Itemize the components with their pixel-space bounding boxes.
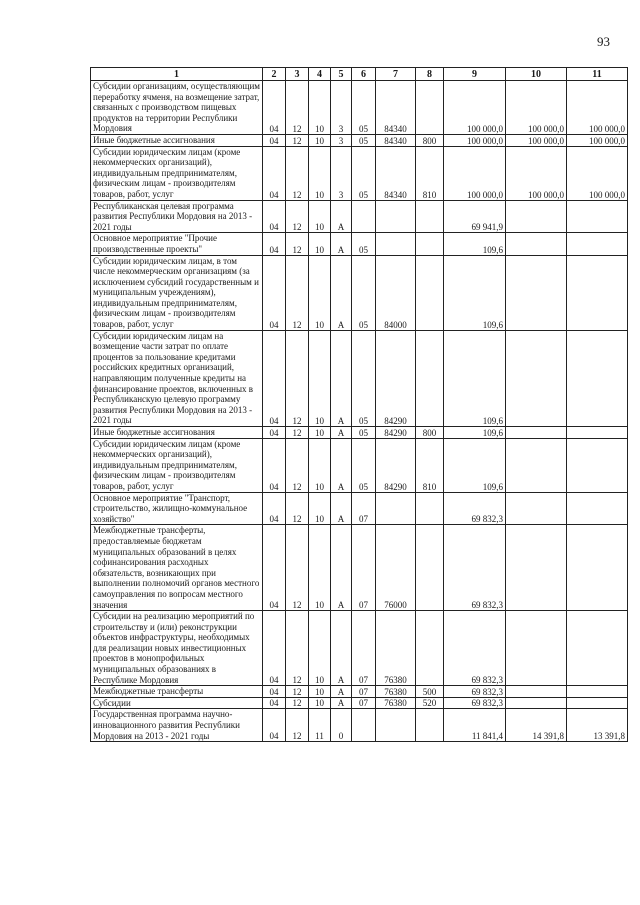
- cell-c7: 76380: [376, 697, 416, 709]
- cell-c2: 04: [263, 427, 286, 439]
- cell-c11: [567, 438, 628, 492]
- cell-c7: 84340: [376, 134, 416, 146]
- cell-c9: 109,6: [444, 233, 506, 255]
- cell-c10: [506, 233, 567, 255]
- cell-c3: 12: [286, 81, 309, 135]
- cell-c7: 76380: [376, 686, 416, 698]
- cell-c4: 10: [309, 134, 331, 146]
- row-name: Субсидии юридическим лицам (кроме некоммерческих организаций), индивидуальным предпринимателям, физическим лицам - производителям товаров, работ, услуг: [91, 438, 263, 492]
- cell-c8: [416, 255, 444, 330]
- cell-c9: 109,6: [444, 438, 506, 492]
- cell-c11: [567, 525, 628, 611]
- cell-c10: [506, 611, 567, 686]
- cell-c6: 05: [352, 427, 376, 439]
- cell-c5: А: [331, 686, 352, 698]
- row-name: Межбюджетные трансферты: [91, 686, 263, 698]
- cell-c11: [567, 492, 628, 525]
- table-row: [91, 81, 628, 135]
- table-row: [91, 427, 628, 439]
- cell-c9: 100 000,0: [444, 81, 506, 135]
- cell-c8: [416, 709, 444, 742]
- cell-c5: А: [331, 233, 352, 255]
- cell-c2: 04: [263, 233, 286, 255]
- column-header-2: 2: [263, 68, 286, 81]
- cell-c2: 04: [263, 611, 286, 686]
- cell-c6: [352, 200, 376, 233]
- cell-c5: А: [331, 200, 352, 233]
- cell-c9: 69 941,9: [444, 200, 506, 233]
- cell-c5: 3: [331, 81, 352, 135]
- cell-c11: 100 000,0: [567, 134, 628, 146]
- cell-c5: А: [331, 438, 352, 492]
- cell-c4: 10: [309, 686, 331, 698]
- cell-c4: 10: [309, 492, 331, 525]
- cell-c3: 12: [286, 709, 309, 742]
- cell-c5: А: [331, 255, 352, 330]
- cell-c11: [567, 255, 628, 330]
- cell-c6: [352, 709, 376, 742]
- cell-c10: 100 000,0: [506, 134, 567, 146]
- cell-c4: 10: [309, 233, 331, 255]
- column-header-7: 7: [376, 68, 416, 81]
- cell-c11: [567, 611, 628, 686]
- cell-c6: 07: [352, 611, 376, 686]
- cell-c6: 07: [352, 686, 376, 698]
- column-header-4: 4: [309, 68, 331, 81]
- row-name: Республиканская целевая программа развития Республики Мордовия на 2013 - 2021 годы: [91, 200, 263, 233]
- table-row: [91, 233, 628, 255]
- cell-c4: 10: [309, 697, 331, 709]
- table-row: [91, 697, 628, 709]
- column-header-8: 8: [416, 68, 444, 81]
- cell-c7: 76380: [376, 611, 416, 686]
- cell-c10: 100 000,0: [506, 81, 567, 135]
- cell-c11: [567, 427, 628, 439]
- column-header-6: 6: [352, 68, 376, 81]
- cell-c5: А: [331, 427, 352, 439]
- cell-c5: А: [331, 697, 352, 709]
- cell-c2: 04: [263, 81, 286, 135]
- cell-c7: 84290: [376, 330, 416, 426]
- cell-c3: 12: [286, 134, 309, 146]
- cell-c9: 69 832,3: [444, 686, 506, 698]
- cell-c8: [416, 233, 444, 255]
- cell-c3: 12: [286, 611, 309, 686]
- cell-c4: 10: [309, 427, 331, 439]
- cell-c4: 10: [309, 146, 331, 200]
- cell-c3: 12: [286, 200, 309, 233]
- row-name: Субсидии организациям, осуществляющим переработку ячменя, на возмещение затрат, связанных с производством пищевых продуктов на территории Республики Мордовия: [91, 81, 263, 135]
- cell-c2: 04: [263, 492, 286, 525]
- cell-c6: 05: [352, 233, 376, 255]
- cell-c6: 05: [352, 330, 376, 426]
- row-name: Субсидии: [91, 697, 263, 709]
- cell-c10: [506, 427, 567, 439]
- cell-c9: 109,6: [444, 330, 506, 426]
- cell-c7: 84290: [376, 438, 416, 492]
- cell-c2: 04: [263, 709, 286, 742]
- cell-c7: 84340: [376, 146, 416, 200]
- row-name: Субсидии на реализацию мероприятий по строительству и (или) реконструкции объектов инфраструктуры, необходимых для реализации новых инвестиционных проектов в монопрофильных муниципальных образованиях в Республике Мордовия: [91, 611, 263, 686]
- row-name: Субсидии юридическим лицам, в том числе некоммерческим организациям (за исключением субсидий государственным и муниципальным учреждениям), индивидуальным предпринимателям, физическим лицам - производителям товаров, работ, услуг: [91, 255, 263, 330]
- table-row: [91, 492, 628, 525]
- cell-c6: 05: [352, 81, 376, 135]
- cell-c9: 100 000,0: [444, 134, 506, 146]
- row-name: Субсидии юридическим лицам на возмещение части затрат по оплате процентов за пользование кредитами российских кредитных организаций, направляющим полученные кредиты на финансирование проектов, включенных в Республиканскую целевую программу развития Республики Мордовия на 2013 - 2021 годы: [91, 330, 263, 426]
- cell-c10: [506, 255, 567, 330]
- cell-c4: 11: [309, 709, 331, 742]
- cell-c5: А: [331, 611, 352, 686]
- cell-c7: 84340: [376, 81, 416, 135]
- cell-c5: А: [331, 492, 352, 525]
- cell-c11: 100 000,0: [567, 81, 628, 135]
- cell-c6: 07: [352, 697, 376, 709]
- column-header-3: 3: [286, 68, 309, 81]
- cell-c7: 84290: [376, 427, 416, 439]
- cell-c9: 109,6: [444, 255, 506, 330]
- row-name: Иные бюджетные ассигнования: [91, 134, 263, 146]
- row-name: Основное мероприятие "Транспорт, строительство, жилищно-коммунальное хозяйство": [91, 492, 263, 525]
- cell-c6: 05: [352, 134, 376, 146]
- cell-c5: 0: [331, 709, 352, 742]
- cell-c4: 10: [309, 611, 331, 686]
- cell-c7: 84000: [376, 255, 416, 330]
- cell-c11: [567, 330, 628, 426]
- cell-c4: 10: [309, 81, 331, 135]
- cell-c8: 810: [416, 438, 444, 492]
- cell-c8: 800: [416, 134, 444, 146]
- cell-c2: 04: [263, 146, 286, 200]
- cell-c3: 12: [286, 525, 309, 611]
- cell-c7: [376, 200, 416, 233]
- cell-c4: 10: [309, 438, 331, 492]
- cell-c9: 11 841,4: [444, 709, 506, 742]
- cell-c10: [506, 686, 567, 698]
- cell-c3: 12: [286, 492, 309, 525]
- row-name: Основное мероприятие "Прочие производственные проекты": [91, 233, 263, 255]
- cell-c9: 69 832,3: [444, 525, 506, 611]
- cell-c10: 100 000,0: [506, 146, 567, 200]
- cell-c8: [416, 492, 444, 525]
- column-header-11: 11: [567, 68, 628, 81]
- cell-c8: [416, 525, 444, 611]
- cell-c10: [506, 492, 567, 525]
- cell-c2: 04: [263, 525, 286, 611]
- cell-c5: 3: [331, 134, 352, 146]
- cell-c2: 04: [263, 134, 286, 146]
- row-name: Субсидии юридическим лицам (кроме некоммерческих организаций), индивидуальным предпринимателям, физическим лицам - производителям товаров, работ, услуг: [91, 146, 263, 200]
- cell-c10: 14 391,8: [506, 709, 567, 742]
- cell-c3: 12: [286, 697, 309, 709]
- column-header-9: 9: [444, 68, 506, 81]
- cell-c5: А: [331, 330, 352, 426]
- cell-c9: 109,6: [444, 427, 506, 439]
- cell-c8: [416, 330, 444, 426]
- table-row: [91, 611, 628, 686]
- cell-c3: 12: [286, 438, 309, 492]
- cell-c4: 10: [309, 525, 331, 611]
- row-name: Иные бюджетные ассигнования: [91, 427, 263, 439]
- cell-c8: [416, 81, 444, 135]
- cell-c8: 500: [416, 686, 444, 698]
- budget-table: [90, 67, 628, 742]
- cell-c3: 12: [286, 233, 309, 255]
- table-body: [91, 81, 628, 742]
- cell-c9: 100 000,0: [444, 146, 506, 200]
- table-row: [91, 134, 628, 146]
- cell-c8: [416, 611, 444, 686]
- cell-c11: 100 000,0: [567, 146, 628, 200]
- column-header-10: 10: [506, 68, 567, 81]
- cell-c7: [376, 233, 416, 255]
- row-name: Межбюджетные трансферты, предоставляемые бюджетам муниципальных образований в целях софинансирования расходных обязательств, возникающих при выполнении полномочий органов местного самоуправления по вопросам местного значения: [91, 525, 263, 611]
- cell-c9: 69 832,3: [444, 611, 506, 686]
- table-row: [91, 438, 628, 492]
- cell-c4: 10: [309, 200, 331, 233]
- cell-c4: 10: [309, 255, 331, 330]
- cell-c6: 07: [352, 525, 376, 611]
- cell-c3: 12: [286, 255, 309, 330]
- cell-c3: 12: [286, 330, 309, 426]
- cell-c2: 04: [263, 255, 286, 330]
- cell-c10: [506, 330, 567, 426]
- cell-c11: [567, 686, 628, 698]
- table-row: [91, 525, 628, 611]
- header-row: [91, 68, 628, 81]
- cell-c9: 69 832,3: [444, 697, 506, 709]
- cell-c11: [567, 200, 628, 233]
- table-row: [91, 330, 628, 426]
- cell-c7: [376, 492, 416, 525]
- table-row: [91, 146, 628, 200]
- cell-c8: 800: [416, 427, 444, 439]
- cell-c3: 12: [286, 146, 309, 200]
- cell-c10: [506, 438, 567, 492]
- cell-c6: 05: [352, 438, 376, 492]
- cell-c11: [567, 233, 628, 255]
- table-row: [91, 686, 628, 698]
- cell-c3: 12: [286, 427, 309, 439]
- cell-c2: 04: [263, 697, 286, 709]
- column-header-1: 1: [91, 68, 263, 81]
- cell-c6: 05: [352, 146, 376, 200]
- cell-c6: 07: [352, 492, 376, 525]
- cell-c9: 69 832,3: [444, 492, 506, 525]
- cell-c8: 520: [416, 697, 444, 709]
- table-row: [91, 255, 628, 330]
- cell-c11: 13 391,8: [567, 709, 628, 742]
- cell-c2: 04: [263, 438, 286, 492]
- page-number: 93: [597, 34, 610, 49]
- cell-c3: 12: [286, 686, 309, 698]
- cell-c2: 04: [263, 686, 286, 698]
- cell-c2: 04: [263, 200, 286, 233]
- cell-c8: [416, 200, 444, 233]
- row-name: Государственная программа научно-инновационного развития Республики Мордовия на 2013 - 2021 годы: [91, 709, 263, 742]
- cell-c2: 04: [263, 330, 286, 426]
- cell-c7: [376, 709, 416, 742]
- table-row: [91, 709, 628, 742]
- cell-c10: [506, 697, 567, 709]
- table-row: [91, 200, 628, 233]
- cell-c5: 3: [331, 146, 352, 200]
- cell-c6: 05: [352, 255, 376, 330]
- cell-c11: [567, 697, 628, 709]
- cell-c10: [506, 525, 567, 611]
- cell-c8: 810: [416, 146, 444, 200]
- cell-c4: 10: [309, 330, 331, 426]
- cell-c5: А: [331, 525, 352, 611]
- cell-c7: 76000: [376, 525, 416, 611]
- column-header-5: 5: [331, 68, 352, 81]
- cell-c10: [506, 200, 567, 233]
